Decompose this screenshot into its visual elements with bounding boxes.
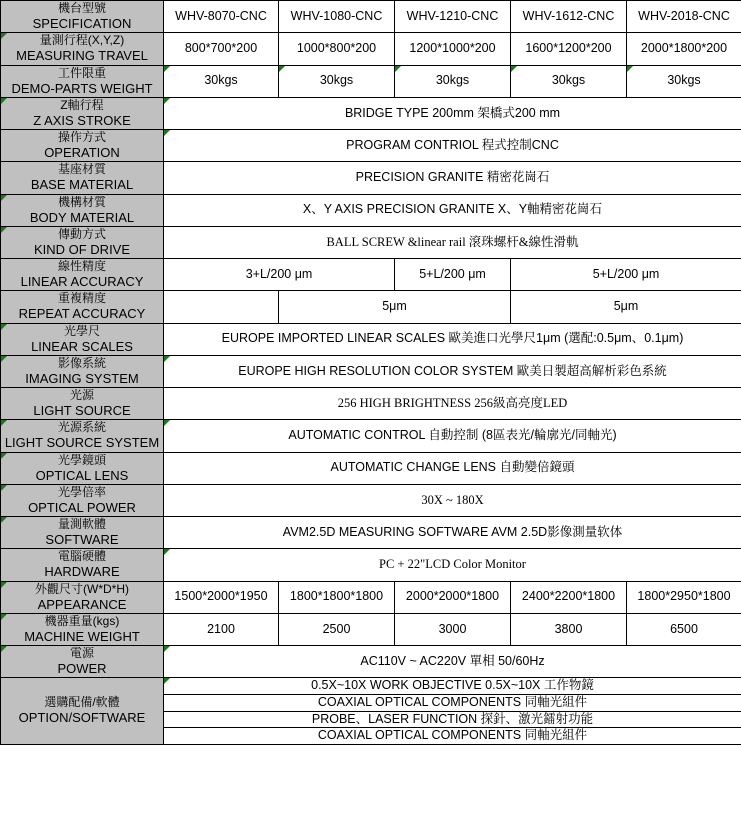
table-row-software xyxy=(1,517,741,549)
measuring-travel-cell-3: 1200*1000*200 xyxy=(395,33,511,65)
appearance-cell-4: 2400*2200*1800 xyxy=(511,581,627,613)
model-cell-4: WHV-1612-CNC xyxy=(511,1,627,33)
table-row-appearance xyxy=(1,581,741,613)
row-label-light-source-system xyxy=(1,420,164,452)
row-label-en: BODY MATERIAL xyxy=(29,209,135,225)
appearance-cell-1: 1500*2000*1950 xyxy=(164,581,279,613)
table-row-kind-of-drive xyxy=(1,226,741,258)
row-label-zh: 操作方式 xyxy=(57,130,106,144)
row-label-en: Z AXIS STROKE xyxy=(33,112,131,128)
row-label-zh: 選購配備/軟體 xyxy=(44,695,120,710)
machine-weight-cell-5: 6500 xyxy=(627,613,741,645)
demo-parts-weight-cell-5: 30kgs xyxy=(627,65,741,97)
table-row-hardware xyxy=(1,549,741,581)
row-label-machine-weight xyxy=(1,613,164,645)
row-label-en: BASE MATERIAL xyxy=(30,177,134,193)
body-material-value: X、Y AXIS PRECISION GRANITE X、Y軸精密花崗石 xyxy=(164,194,741,226)
repeat-accuracy-cell-2: 5μm xyxy=(511,291,741,323)
row-label-en: POWER xyxy=(57,661,107,676)
row-label-body-material xyxy=(1,194,164,226)
appearance-cell-5: 1800*2950*1800 xyxy=(627,581,741,613)
software-value: AVM2.5D MEASURING SOFTWARE AVM 2.5D影像測量软体 xyxy=(164,517,741,549)
machine-weight-cell-3: 3000 xyxy=(395,613,511,645)
z-axis-stroke-value: BRIDGE TYPE 200mm 架橋式200 mm xyxy=(164,97,741,129)
row-label-zh: 線性精度 xyxy=(57,259,106,273)
row-label-en: OPTICAL LENS xyxy=(35,467,129,483)
row-label-repeat-accuracy xyxy=(1,291,164,323)
measuring-travel-cell-2: 1000*800*200 xyxy=(279,33,395,65)
machine-weight-cell-2: 2500 xyxy=(279,613,395,645)
row-label-en: KIND OF DRIVE xyxy=(33,241,131,257)
table-row-body-material xyxy=(1,194,741,226)
table-row-light-source-system xyxy=(1,420,741,452)
row-label-software xyxy=(1,517,164,549)
row-label-en: LINEAR ACCURACY xyxy=(20,274,144,289)
model-cell-5: WHV-2018-CNC xyxy=(627,1,741,33)
row-label-operation xyxy=(1,130,164,162)
row-label-zh: 量測軟體 xyxy=(57,517,106,531)
repeat-accuracy-cell-empty xyxy=(164,291,279,323)
measuring-travel-cell-5: 2000*1800*200 xyxy=(627,33,741,65)
row-label-en: LIGHT SOURCE SYSTEM xyxy=(4,435,160,451)
machine-weight-cell-4: 3800 xyxy=(511,613,627,645)
table-row-machine-weight xyxy=(1,613,741,645)
row-label-specification xyxy=(1,1,164,33)
table-row-light-source xyxy=(1,388,741,420)
model-cell-1: WHV-8070-CNC xyxy=(164,1,279,33)
row-label-zh: 傳動方式 xyxy=(57,226,106,241)
row-label-hardware xyxy=(1,549,164,581)
row-label-en: LINEAR SCALES xyxy=(31,338,133,354)
linear-accuracy-cell-1: 3+L/200 μm xyxy=(164,259,395,291)
table-row-specification xyxy=(1,1,741,33)
demo-parts-weight-cell-1: 30kgs xyxy=(164,65,279,97)
row-label-zh: 電腦硬體 xyxy=(57,549,106,564)
row-label-en: MACHINE WEIGHT xyxy=(24,628,140,644)
row-label-en: SPECIFICATION xyxy=(32,16,132,31)
row-label-en: SOFTWARE xyxy=(45,532,119,547)
table-row-operation xyxy=(1,130,741,162)
row-label-linear-accuracy xyxy=(1,259,164,291)
repeat-accuracy-cell-1: 5μm xyxy=(279,291,511,323)
light-source-value: 256 HIGH BRIGHTNESS 256級高亮度LED xyxy=(164,388,741,420)
row-label-en: LIGHT SOURCE xyxy=(33,403,131,418)
row-label-kind-of-drive xyxy=(1,226,164,258)
row-label-zh: 光學倍率 xyxy=(57,484,106,499)
row-label-optical-lens xyxy=(1,452,164,484)
operation-value: PROGRAM CONTRIOL 程式控制CNC xyxy=(164,130,741,162)
optical-power-value: 30X ~ 180X xyxy=(164,484,741,516)
kind-of-drive-value: BALL SCREW &linear rail 滾珠螺杆&線性滑軌 xyxy=(164,226,741,258)
demo-parts-weight-cell-3: 30kgs xyxy=(395,65,511,97)
row-label-appearance xyxy=(1,581,164,613)
hardware-value: PC + 22"LCD Color Monitor xyxy=(164,549,741,581)
row-label-zh: 光源 xyxy=(69,388,94,402)
row-label-zh: 機器重量(kgs) xyxy=(44,613,120,628)
option-software-item-2: COAXIAL OPTICAL COMPONENTS 同軸光組件 xyxy=(164,694,741,711)
base-material-value: PRECISION GRANITE 精密花崗石 xyxy=(164,162,741,194)
appearance-cell-3: 2000*2000*1800 xyxy=(395,581,511,613)
row-label-en: MEASURING TRAVEL xyxy=(16,48,148,64)
row-label-zh: 外觀尺寸(W*D*H) xyxy=(35,581,129,596)
row-label-zh: 光學鏡頭 xyxy=(57,452,106,467)
table-row-imaging-system xyxy=(1,355,741,387)
machine-weight-cell-1: 2100 xyxy=(164,613,279,645)
linear-scales-value: EUROPE IMPORTED LINEAR SCALES 歐美進口光學尺1μm (選配:0.5μm、0.1μm) xyxy=(164,323,741,355)
row-label-power xyxy=(1,646,164,678)
row-label-en: OPTICAL POWER xyxy=(28,499,136,515)
table-row-linear-scales xyxy=(1,323,741,355)
row-label-zh: Z軸行程 xyxy=(60,97,104,112)
row-label-option-software xyxy=(1,678,164,745)
row-label-en: OPTION/SOFTWARE xyxy=(18,710,146,726)
linear-accuracy-cell-2: 5+L/200 μm xyxy=(395,259,511,291)
row-label-zh: 機構材質 xyxy=(57,194,106,209)
row-label-zh: 影像系統 xyxy=(57,355,106,370)
row-label-zh: 重複精度 xyxy=(57,291,106,306)
table-row-optical-power xyxy=(1,484,741,516)
row-label-z-axis-stroke xyxy=(1,97,164,129)
model-cell-3: WHV-1210-CNC xyxy=(395,1,511,33)
table-row-linear-accuracy xyxy=(1,259,741,291)
row-label-zh: 機台型號 xyxy=(57,1,106,15)
optical-lens-value: AUTOMATIC CHANGE LENS 自動變倍鏡頭 xyxy=(164,452,741,484)
demo-parts-weight-cell-2: 30kgs xyxy=(279,65,395,97)
option-software-item-3: PROBE、LASER FUNCTION 探針、激光鐳射功能 xyxy=(164,711,741,728)
row-label-en: OPERATION xyxy=(44,145,120,160)
table-row-measuring-travel xyxy=(1,33,741,65)
table-row-z-axis-stroke xyxy=(1,97,741,129)
option-software-item-4: COAXIAL OPTICAL COMPONENTS 同軸光組件 xyxy=(164,728,741,745)
row-label-en: HARDWARE xyxy=(44,564,120,580)
row-label-imaging-system xyxy=(1,355,164,387)
table-row-power xyxy=(1,646,741,678)
demo-parts-weight-cell-4: 30kgs xyxy=(511,65,627,97)
row-label-en: REPEAT ACCURACY xyxy=(18,306,146,322)
row-label-measuring-travel xyxy=(1,33,164,65)
linear-accuracy-cell-3: 5+L/200 μm xyxy=(511,259,741,291)
table-row-optical-lens xyxy=(1,452,741,484)
measuring-travel-cell-1: 800*700*200 xyxy=(164,33,279,65)
measuring-travel-cell-4: 1600*1200*200 xyxy=(511,33,627,65)
row-label-zh: 量測行程(X,Y,Z) xyxy=(39,33,125,48)
row-label-light-source xyxy=(1,388,164,420)
row-label-demo-parts-weight xyxy=(1,65,164,97)
table-row-option-software-1 xyxy=(1,678,741,695)
row-label-zh: 基座材質 xyxy=(57,162,106,177)
imaging-system-value: EUROPE HIGH RESOLUTION COLOR SYSTEM 歐美日製超高解析彩色系統 xyxy=(164,355,741,387)
appearance-cell-2: 1800*1800*1800 xyxy=(279,581,395,613)
row-label-zh: 電源 xyxy=(69,646,94,660)
row-label-en: APPEARANCE xyxy=(37,596,127,612)
row-label-base-material xyxy=(1,162,164,194)
power-value: AC110V ~ AC220V 單相 50/60Hz xyxy=(164,646,741,678)
row-label-optical-power xyxy=(1,484,164,516)
table-row-base-material xyxy=(1,162,741,194)
model-cell-2: WHV-1080-CNC xyxy=(279,1,395,33)
option-software-item-1: 0.5X~10X WORK OBJECTIVE 0.5X~10X 工作物鏡 xyxy=(164,678,741,695)
table-row-repeat-accuracy xyxy=(1,291,741,323)
row-label-zh: 工件限重 xyxy=(57,65,106,80)
row-label-zh: 光源系統 xyxy=(57,420,106,435)
row-label-en: IMAGING SYSTEM xyxy=(25,370,139,386)
light-source-system-value: AUTOMATIC CONTROL 自動控制 (8區表光/輪廓光/同軸光) xyxy=(164,420,741,452)
row-label-en: DEMO-PARTS WEIGHT xyxy=(11,80,153,96)
row-label-linear-scales xyxy=(1,323,164,355)
table-row-demo-parts-weight xyxy=(1,65,741,97)
row-label-zh: 光學尺 xyxy=(63,323,100,338)
